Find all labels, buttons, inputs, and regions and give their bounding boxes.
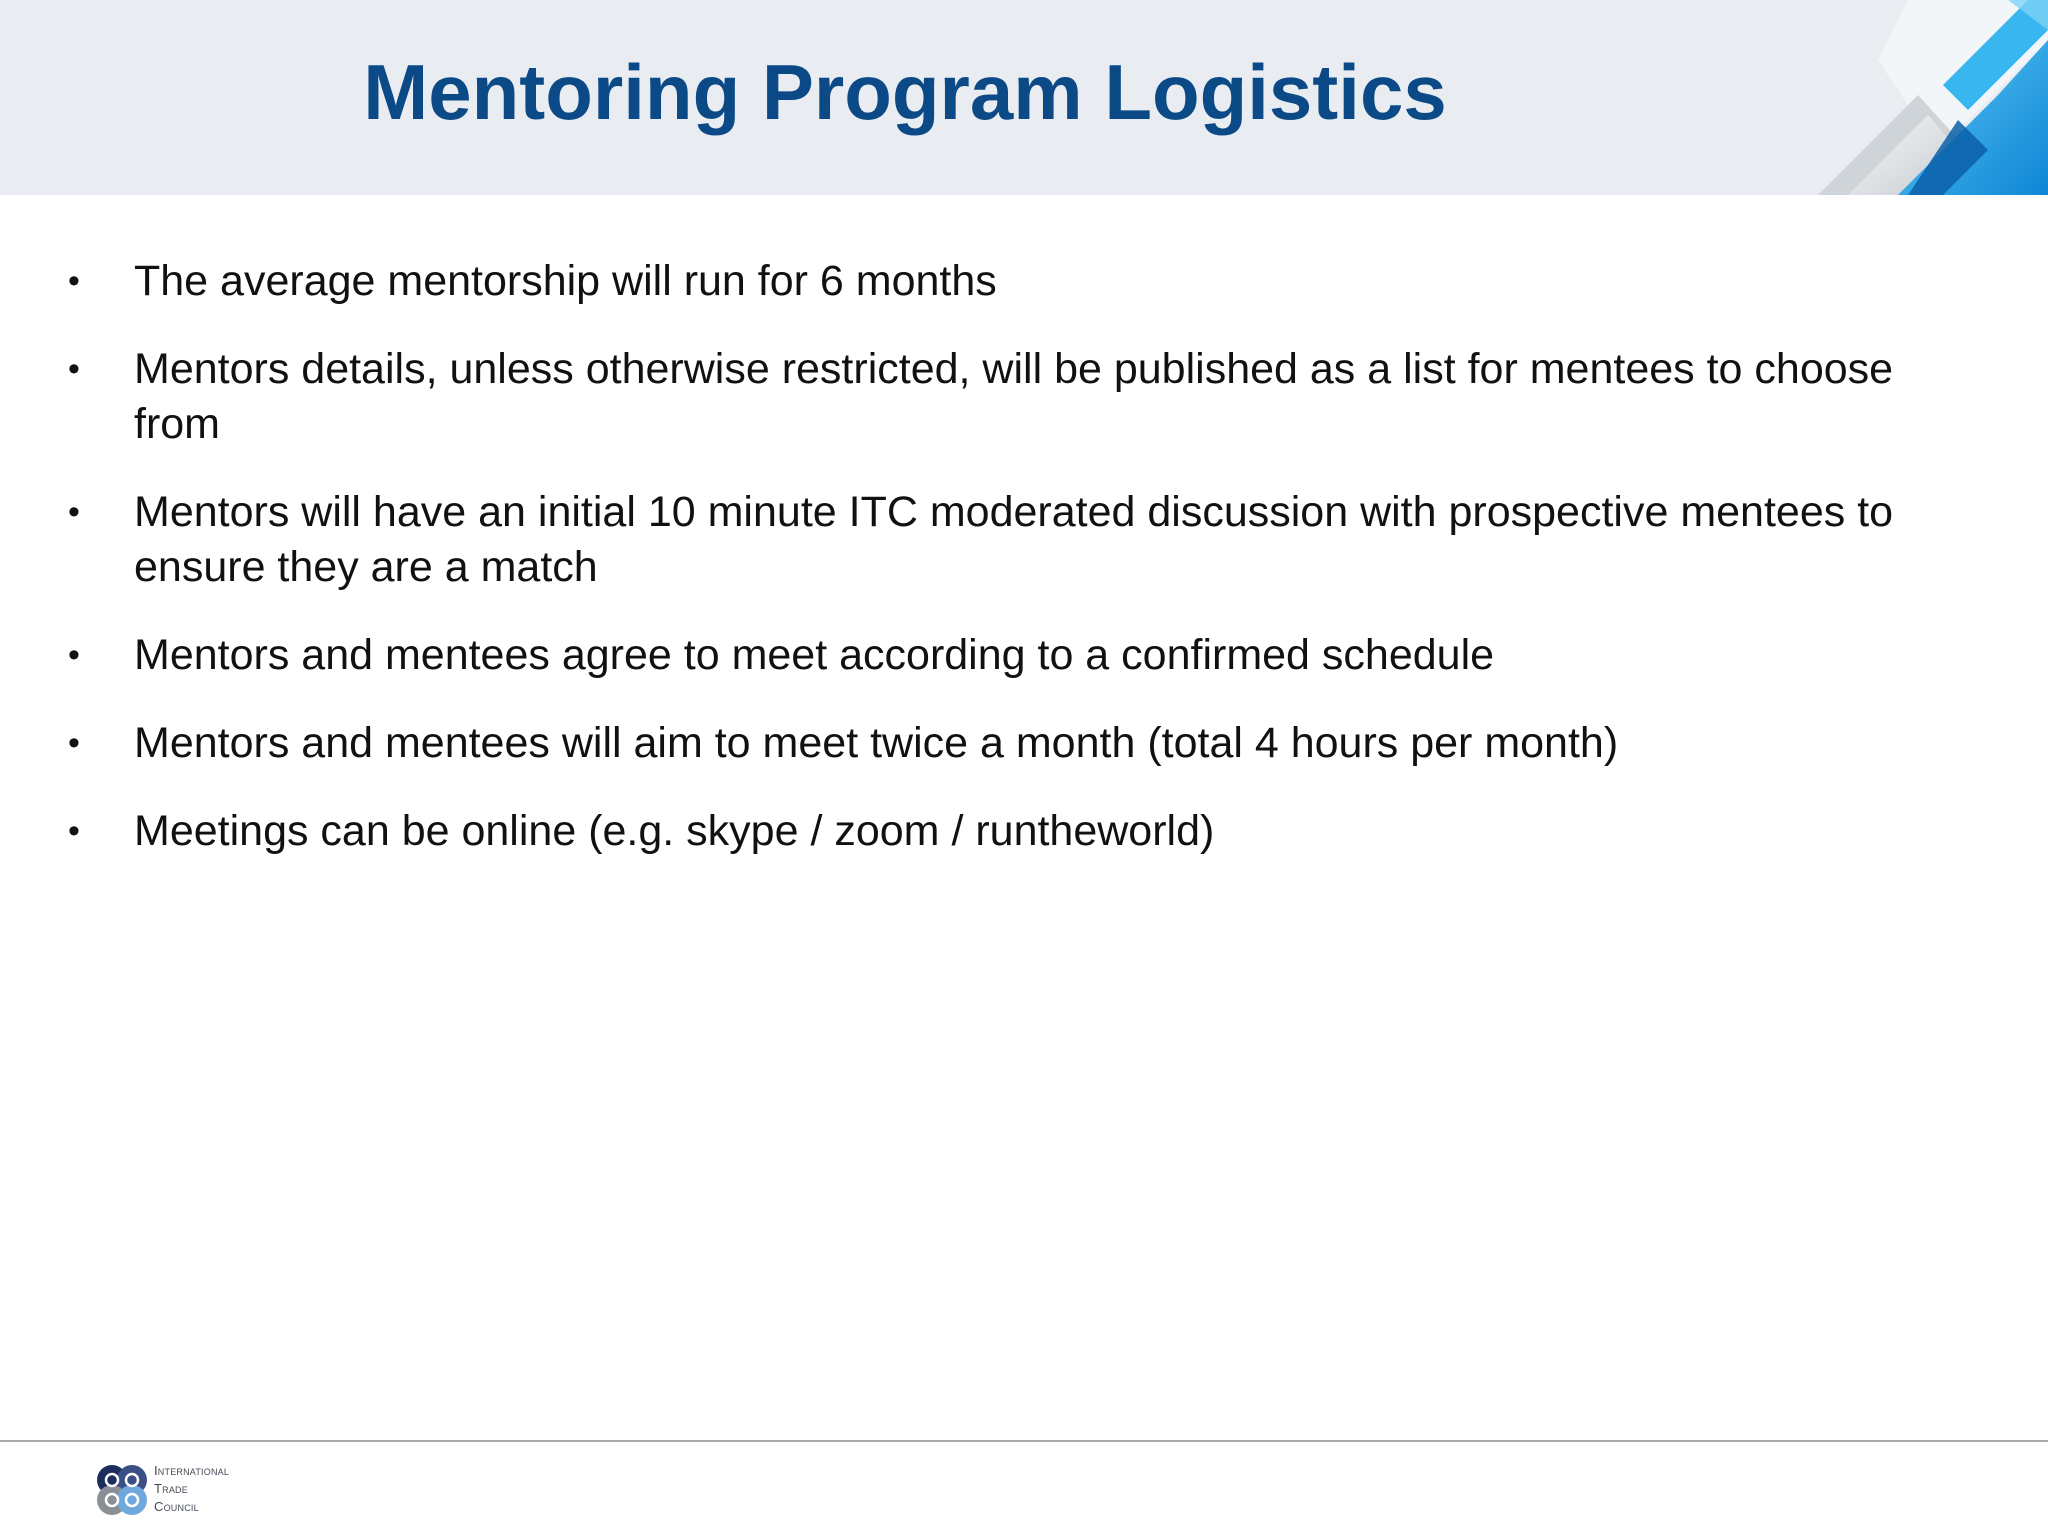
logo-line-2: Trade [154, 1481, 188, 1496]
bullet-item [68, 254, 1968, 309]
bullet-item [68, 485, 1968, 595]
bullet-dot: • [68, 493, 80, 531]
bullet-text: Mentors details, unless otherwise restricted, will be published as a list for mentees to choose from [134, 345, 1894, 448]
bullet-item [68, 716, 1968, 771]
bullet-dot: • [68, 262, 80, 300]
bullet-text: Mentors and mentees will aim to meet twice a month (total 4 hours per month) [134, 719, 1619, 767]
logo-text [154, 1462, 229, 1516]
logo-line-1: International [154, 1463, 230, 1478]
bullet-dot: • [68, 636, 80, 674]
logo-line-3: Council [154, 1499, 199, 1514]
slide-title: Mentoring Program Logistics [363, 48, 1447, 136]
footer-divider [0, 1440, 2048, 1442]
bullet-text: Mentors and mentees agree to meet according to a confirmed schedule [134, 631, 1495, 679]
bullet-dot: • [68, 724, 80, 762]
bullet-text: The average mentorship will run for 6 months [134, 257, 997, 305]
bullet-dot: • [68, 350, 80, 388]
itc-logo-icon [94, 1462, 152, 1520]
bullet-item [68, 342, 1968, 452]
bullet-text: Mentors will have an initial 10 minute ITC moderated discussion with prospective mentees to ensure they are a match [134, 488, 1894, 591]
bullet-dot: • [68, 812, 80, 850]
bullet-item [68, 804, 1968, 859]
bullet-item [68, 628, 1968, 683]
bullet-text: Meetings can be online (e.g. skype / zoom / runtheworld) [134, 807, 1215, 855]
bullet-list [68, 254, 1968, 892]
itc-logo [94, 1458, 254, 1520]
